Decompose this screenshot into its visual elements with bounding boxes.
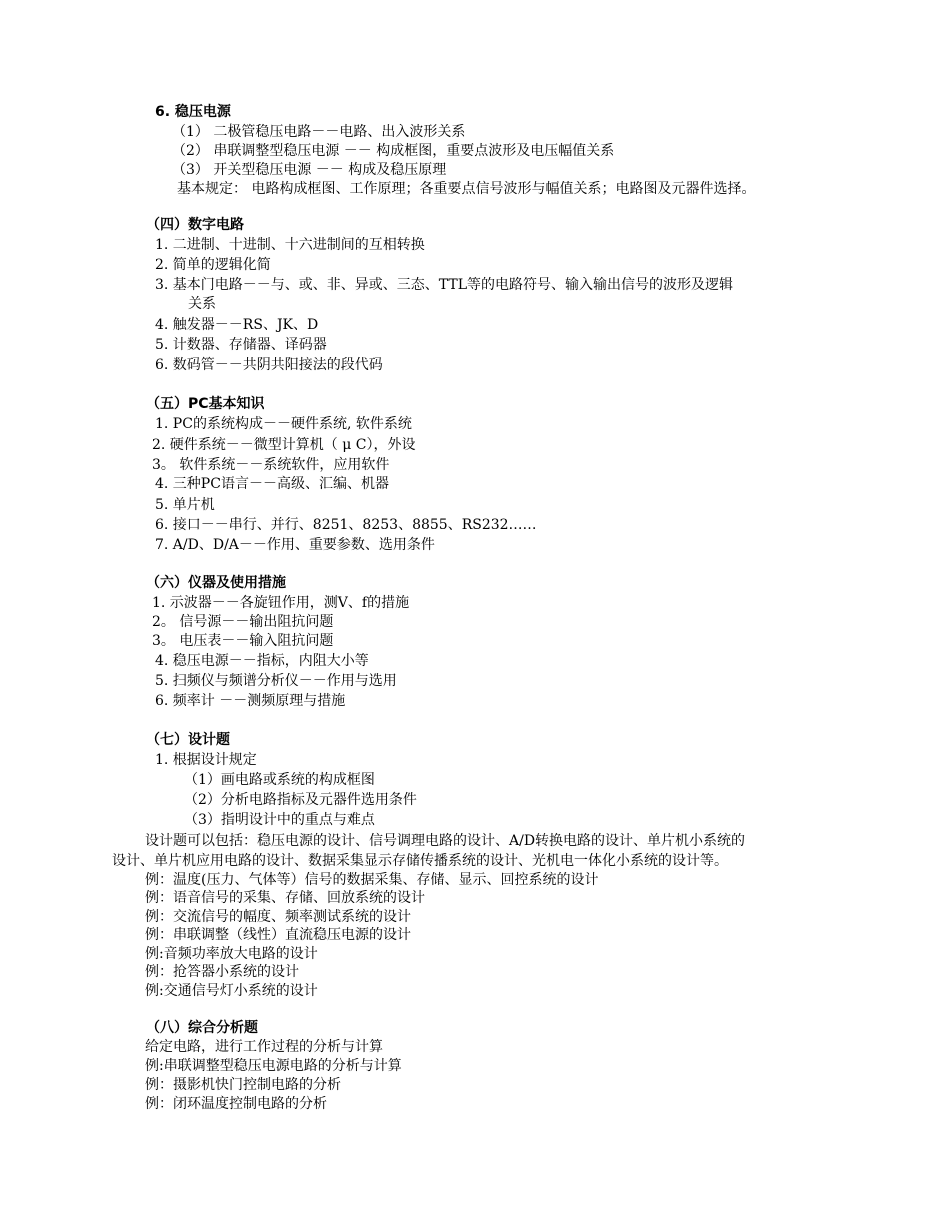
example-line: 例：摄影机快门控制电路的分析 [145,1077,341,1093]
section-title-instruments: （六）仪器及使用措施 [146,575,286,591]
example-line: 例：交流信号的幅度、频率测试系统的设计 [145,909,411,925]
list-item: 5. 扫频仪与频谱分析仪－－作用与选用 [155,673,397,689]
example-line: 例：串联调整（线性）直流稳压电源的设计 [145,927,411,943]
list-item: （3）指明设计中的重点与难点 [184,812,375,828]
section-title-comprehensive-analysis: （八）综合分析题 [146,1020,258,1036]
section-title-regulated-power: 6. 稳压电源 [155,104,231,120]
list-item: 3。 软件系统－－系统软件，应用软件 [152,457,390,473]
list-item: （1）画电路或系统的构成框图 [184,772,375,788]
list-item: 5. 计数器、存储器、译码器 [155,337,327,353]
example-line: 例：闭环温度控制电路的分析 [145,1096,327,1112]
paragraph-line: 设计、单片机应用电路的设计、数据采集显示存储传播系统的设计、光机电一体化小系统的设计等。 [112,853,728,869]
list-item: 4. 三种PC语言－－高级、汇编、机器 [155,476,389,492]
list-item: 3. 基本门电路－－与、或、非、异或、三态、TTL等的电路符号、输入输出信号的波形及逻辑 [155,277,734,293]
section-note: 基本规定： 电路构成框图、工作原理；各重要点信号波形与幅值关系；电路图及元器件选择。 [177,181,756,197]
section-title-digital-circuits: （四）数字电路 [146,217,244,233]
list-item: 6. 数码管－－共阴共阳接法的段代码 [155,357,383,373]
list-item-continuation: 关系 [188,296,216,312]
list-item: 2. 硬件系统－－微型计算机（ μ C），外设 [152,437,416,453]
list-item: （2）分析电路指标及元器件选用条件 [184,792,417,808]
list-item: 1. 二进制、十进制、十六进制间的互相转换 [155,237,425,253]
paragraph-line: 给定电路，进行工作过程的分析与计算 [145,1039,383,1055]
example-line: 例：语音信号的采集、存储、回放系统的设计 [145,890,425,906]
list-item: （2） 串联调整型稳压电源 －－ 构成框图，重要点波形及电压幅值关系 [172,143,615,159]
example-line: 例：抢答器小系统的设计 [145,964,299,980]
list-item: （1） 二极管稳压电路－－电路、出入波形关系 [172,124,466,140]
example-line: 例：温度(压力、气体等）信号的数据采集、存储、显示、回控系统的设计 [145,872,599,888]
list-item: 4. 稳压电源－－指标，内阻大小等 [155,653,369,669]
section-title-pc-basics: （五）PC基本知识 [146,396,265,412]
list-item: 1. 根据设计规定 [155,752,257,768]
section-title-design: （七）设计题 [146,732,230,748]
list-item: 3。 电压表－－输入阻抗问题 [152,633,334,649]
list-item: 6. 接口－－串行、并行、8251、8253、8855、RS232…… [155,517,537,533]
list-item: 7. A/D、D/A－－作用、重要参数、选用条件 [155,537,435,553]
paragraph-line: 设计题可以包括：稳压电源的设计、信号调理电路的设计、A/D转换电路的设计、单片机小系统的 [145,833,746,849]
example-line: 例:交通信号灯小系统的设计 [145,983,318,999]
list-item: 6. 频率计 －－测频原理与措施 [155,693,346,709]
example-line: 例:音频功率放大电路的设计 [145,946,318,962]
list-item: （3） 开关型稳压电源 －－ 构成及稳压原理 [172,162,447,178]
list-item: 2. 简单的逻辑化简 [155,257,271,273]
list-item: 1. 示波器－－各旋钮作用，测V、f的措施 [152,595,410,611]
list-item: 2。 信号源－－输出阻抗问题 [152,614,334,630]
list-item: 5. 单片机 [155,497,215,513]
list-item: 1. PC的系统构成－－硬件系统, 软件系统 [155,416,412,432]
list-item: 4. 触发器－－RS、JK、D [155,317,319,333]
example-line: 例:串联调整型稳压电源电路的分析与计算 [145,1058,402,1074]
